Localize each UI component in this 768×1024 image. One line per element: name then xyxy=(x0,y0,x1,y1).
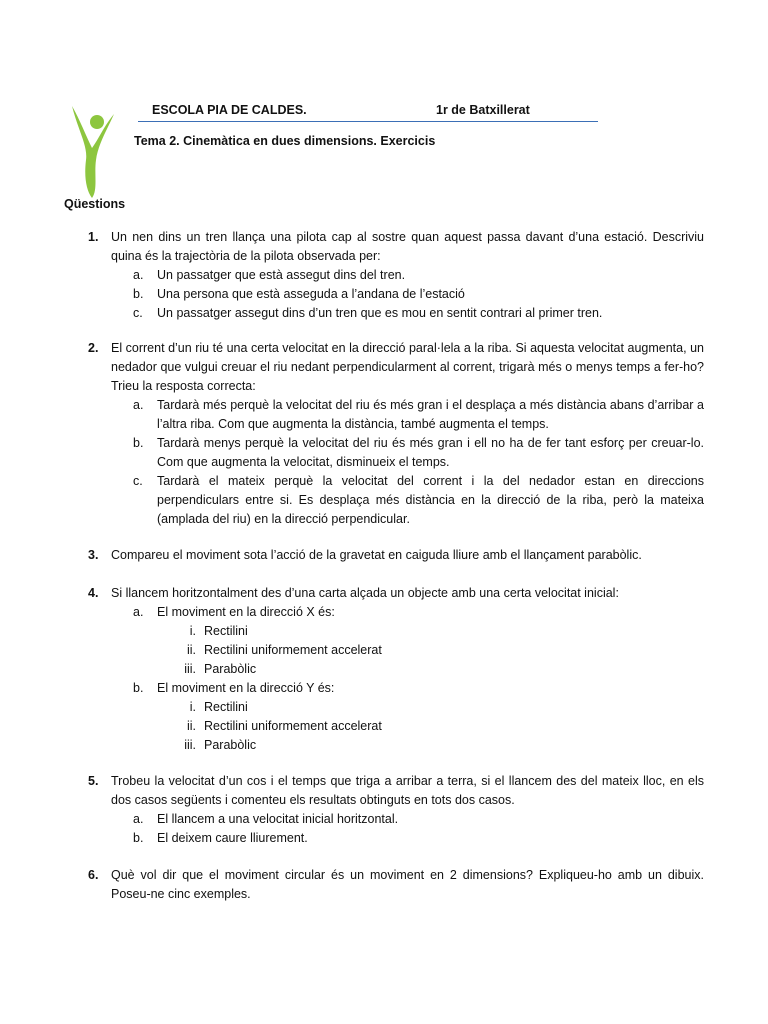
option-item xyxy=(133,266,704,285)
option-item xyxy=(133,472,704,529)
header-rule xyxy=(138,103,598,122)
sub-option-label: i. xyxy=(189,700,196,714)
question-number: 1. xyxy=(88,230,99,244)
sub-option-text: Parabòlic xyxy=(204,662,257,676)
option-item xyxy=(133,434,704,472)
option-text: El deixem caure lliurement. xyxy=(157,831,308,845)
topic-title: Tema 2. Cinemàtica en dues dimensions. Exercicis xyxy=(134,134,436,148)
sub-option-label: ii. xyxy=(186,719,196,733)
option-text: Un passatger que està assegut dins del tren. xyxy=(157,268,406,282)
sub-option-text: Rectilini uniformement accelerat xyxy=(204,719,382,733)
sub-option-label: iii. xyxy=(184,662,196,676)
option-text: El moviment en la direcció Y és: xyxy=(157,681,335,695)
option-text: Tardarà el mateix perquè la velocitat del corrent i la del nedador estan en direccions perpendiculars entre si. Es desplaça més distància en la direcció de la riba, però la mateixa (amplada del riu) en la direcció perpendicular. xyxy=(157,474,704,526)
question-number: 4. xyxy=(88,586,99,600)
question-2 xyxy=(64,339,704,529)
option-text: Un passatger assegut dins d’un tren que es mou en sentit contrari al primer tren. xyxy=(157,306,603,320)
question-number: 6. xyxy=(88,868,99,882)
option-label: b. xyxy=(133,831,144,845)
option-label: b. xyxy=(133,681,144,695)
sub-option-item xyxy=(186,641,704,660)
question-text: Si llancem horitzontalment des d’una carta alçada un objecte amb una certa velocitat inicial: xyxy=(111,586,619,600)
question-text: Trobeu la velocitat d’un cos i el temps que triga a arribar a terra, si el llancem des del mateix lloc, en els dos casos següents i comenteu els resultats obtinguts en tots dos casos. xyxy=(111,774,704,807)
question-1 xyxy=(64,228,704,323)
question-number: 3. xyxy=(88,548,99,562)
option-label: c. xyxy=(133,306,143,320)
option-label: a. xyxy=(133,398,144,412)
option-item xyxy=(133,679,704,698)
question-4 xyxy=(64,584,704,755)
sub-option-text: Rectilini uniformement accelerat xyxy=(204,643,382,657)
sub-option-item xyxy=(189,698,704,717)
question-text: Què vol dir que el moviment circular és un moviment en 2 dimensions? Expliqueu-ho amb un dibuix. Poseu-ne cinc exemples. xyxy=(111,868,704,901)
sub-option-label: iii. xyxy=(184,738,196,752)
sub-option-text: Rectilini xyxy=(204,700,248,714)
school-name: ESCOLA PIA DE CALDES. xyxy=(152,103,307,117)
option-label: c. xyxy=(133,474,143,488)
option-item xyxy=(133,810,704,829)
question-5 xyxy=(64,772,704,848)
sub-option-item xyxy=(186,717,704,736)
course-name: 1r de Batxillerat xyxy=(436,103,530,117)
option-item xyxy=(133,603,704,622)
question-number: 2. xyxy=(88,341,99,355)
school-logo xyxy=(64,100,124,200)
option-label: b. xyxy=(133,436,144,450)
option-text: Tardarà més perquè la velocitat del riu és més gran i el desplaça a més distància abans d’arribar a l’altra riba. Com que augmenta la distància, també augmenta el temps. xyxy=(157,398,704,431)
option-label: a. xyxy=(133,268,144,282)
option-label: a. xyxy=(133,812,144,826)
sub-option-item xyxy=(184,736,704,755)
option-item xyxy=(133,304,704,323)
option-item xyxy=(133,396,704,434)
sub-option-item xyxy=(189,622,704,641)
option-text: El llancem a una velocitat inicial horitzontal. xyxy=(157,812,399,826)
sub-option-label: ii. xyxy=(186,643,196,657)
option-label: a. xyxy=(133,605,144,619)
option-item xyxy=(133,285,704,304)
option-label: b. xyxy=(133,287,144,301)
question-text: Un nen dins un tren llança una pilota cap al sostre quan aquest passa davant d’una estació. Descriviu quina és la trajectòria de la pilota observada per: xyxy=(111,230,704,263)
sub-option-label: i. xyxy=(189,624,196,638)
sub-option-item xyxy=(184,660,704,679)
sub-option-text: Rectilini xyxy=(204,624,248,638)
question-6 xyxy=(64,866,704,904)
question-3 xyxy=(64,546,704,565)
option-text: Tardarà menys perquè la velocitat del riu és més gran i ell no ha de fer tant esforç per creuar-lo. Com que augmenta la velocitat, disminueix el temps. xyxy=(157,436,704,469)
section-title: Qüestions xyxy=(64,197,126,211)
question-text: El corrent d’un riu té una certa velocitat en la direcció paral·lela a la riba. Si aquesta velocitat augmenta, un nedador que vulgui creuar el riu nedant perpendicularment al corrent, trigarà més o menys temps a fer-ho? Trieu la resposta correcta: xyxy=(111,341,704,393)
option-item xyxy=(133,829,704,848)
option-text: El moviment en la direcció X és: xyxy=(157,605,335,619)
option-text: Una persona que està asseguda a l’andana de l’estació xyxy=(157,287,465,301)
question-text: Compareu el moviment sota l’acció de la gravetat en caiguda lliure amb el llançament parabòlic. xyxy=(111,548,642,562)
sub-option-text: Parabòlic xyxy=(204,738,257,752)
question-number: 5. xyxy=(88,774,99,788)
